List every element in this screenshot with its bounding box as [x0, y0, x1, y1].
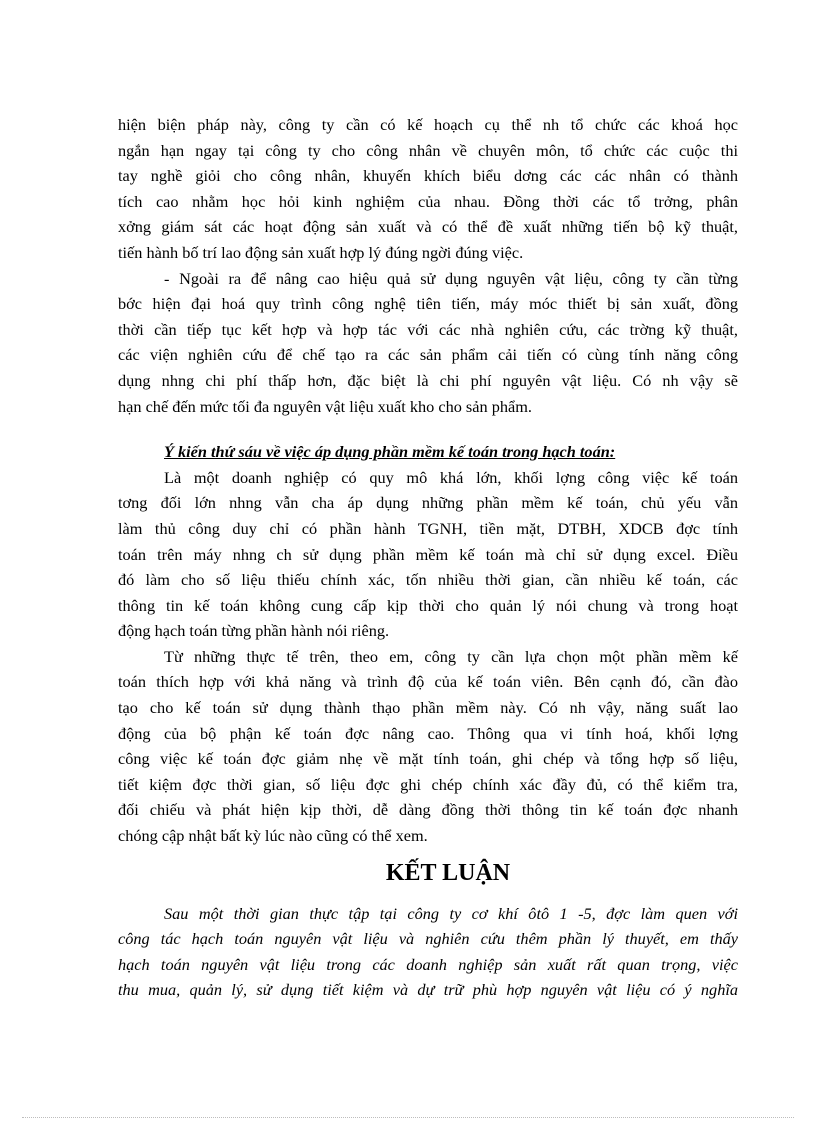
text-line: tiến hành bố trí lao động sản xuất hợp lý đúng ngời đúng việc.: [118, 242, 524, 262]
text-line: - Ngoài ra để nâng cao hiệu quả sử dụng nguyên vật liệu, công ty cần từng: [164, 268, 738, 288]
document-body: [118, 112, 738, 1003]
text-line: toán trên máy nhng ch sử dụng phần mềm kế toán mà chỉ sử dụng excel. Điều: [118, 544, 738, 564]
text-line: ngắn hạn ngay tại công ty cho công nhân về chuyên môn, tổ chức các cuộc thi: [118, 140, 738, 160]
text-line: toán thích hợp với khả năng và trình độ của kế toán viên. Bên cạnh đó, cần đào: [118, 672, 738, 692]
paragraph-training: [118, 112, 738, 266]
text-line: công tác hạch toán nguyên vật liệu và nghiên cứu thêm phần lý thuyết, em thấy: [118, 929, 738, 949]
text-line: tơng đối lớn nhng vẫn cha áp dụng những phần mềm kế toán, chủ yếu vẫn: [118, 493, 738, 513]
text-line: hạch toán nguyên vật liệu trong các doanh nghiệp sản xuất rất quan trọng, việc: [118, 954, 738, 974]
text-line: Sau một thời gian thực tập tại công ty cơ khí ôtô 1 -5, đợc làm quen với: [164, 903, 738, 923]
text-line: thu mua, quản lý, sử dụng tiết kiệm và dự trữ phù hợp nguyên vật liệu có ý nghĩa: [118, 980, 738, 1000]
text-line: dụng nhng chi phí thấp hơn, đặc biệt là chi phí nguyên vật liệu. Có nh vậy sẽ: [118, 370, 738, 390]
text-line: đó làm cho số liệu thiếu chính xác, tốn nhiều thời gian, cần nhiều kế toán, các: [118, 570, 738, 590]
text-line: thông tin kế toán không cung cấp kịp thời cho quản lý nói chung và trong hoạt: [118, 595, 738, 615]
text-line: làm thủ công duy chỉ có phần hành TGNH, tiền mặt, DTBH, XDCB đợc tính: [118, 518, 738, 538]
text-line: tích cao nhằm học hỏi kinh nghiệm của nhau. Đồng thời các tổ trởng, phân: [118, 191, 738, 211]
text-line: hạn chế đến mức tối đa nguyên vật liệu xuất kho cho sản phẩm.: [118, 396, 532, 416]
text-line: Từ những thực tế trên, theo em, công ty cần lựa chọn một phần mềm kế: [164, 646, 738, 666]
text-line: bớc hiện đại hoá quy trình công nghệ tiên tiến, máy móc thiết bị sản xuất, đồng: [118, 294, 738, 314]
text-line: đối chiếu và phát hiện kịp thời, dễ dàng đồng thời thông tin kế toán đợc nhanh: [118, 800, 738, 820]
paragraph-modernization: [118, 266, 738, 420]
paragraph-recommendation: [118, 644, 738, 849]
text-line: động của bộ phận kế toán đợc nâng cao. Thông qua vi tính hoá, khối lợng: [118, 723, 738, 743]
text-line: công việc kế toán đợc giảm nhẹ về mặt tính toán, ghi chép và tổng hợp số liệu,: [118, 749, 738, 769]
text-line: tạo cho kế toán sử dụng thành thạo phần mềm này. Có nh vậy, năng suất lao: [118, 698, 738, 718]
text-line: xởng giám sát các hoạt động sản xuất và có thể đề xuất những tiến bộ kỹ thuật,: [118, 217, 738, 237]
page-bottom-divider: [22, 1117, 794, 1118]
conclusion-title: KẾT LUẬN: [385, 859, 511, 886]
text-line: hiện biện pháp này, công ty cần có kế hoạch cụ thể nh tổ chức các khoá học: [118, 115, 738, 134]
text-line: thời cần tiếp tục kết hợp và hợp tác với các nhà nghiên cứu, các trờng kỹ thuật,: [118, 319, 738, 339]
text-line: chóng cập nhật bất kỳ lúc nào cũng có thể xem.: [118, 826, 428, 846]
paragraph-accounting-software: [118, 465, 738, 644]
paragraph-conclusion: [118, 901, 738, 1003]
text-line: Là một doanh nghiệp có quy mô khá lớn, khối lợng công việc kế toán: [164, 467, 738, 487]
paragraph-spacer: [118, 419, 738, 439]
section-heading: Ý kiến thứ sáu về việc áp dụng phần mềm kế toán trong hạch toán:: [164, 442, 616, 462]
text-line: tay nghề giỏi cho công nhân, khuyến khích biểu dơng các các nhân có thành: [118, 166, 738, 186]
text-line: động hạch toán từng phần hành nói riêng.: [118, 621, 390, 641]
text-line: các viện nghiên cứu để chế tạo ra các sản phẩm cải tiến có cùng tính năng công: [118, 345, 738, 365]
text-line: tiết kiệm đợc thời gian, số liệu đợc ghi chép chính xác đầy đủ, có thể kiểm tra,: [118, 774, 738, 794]
